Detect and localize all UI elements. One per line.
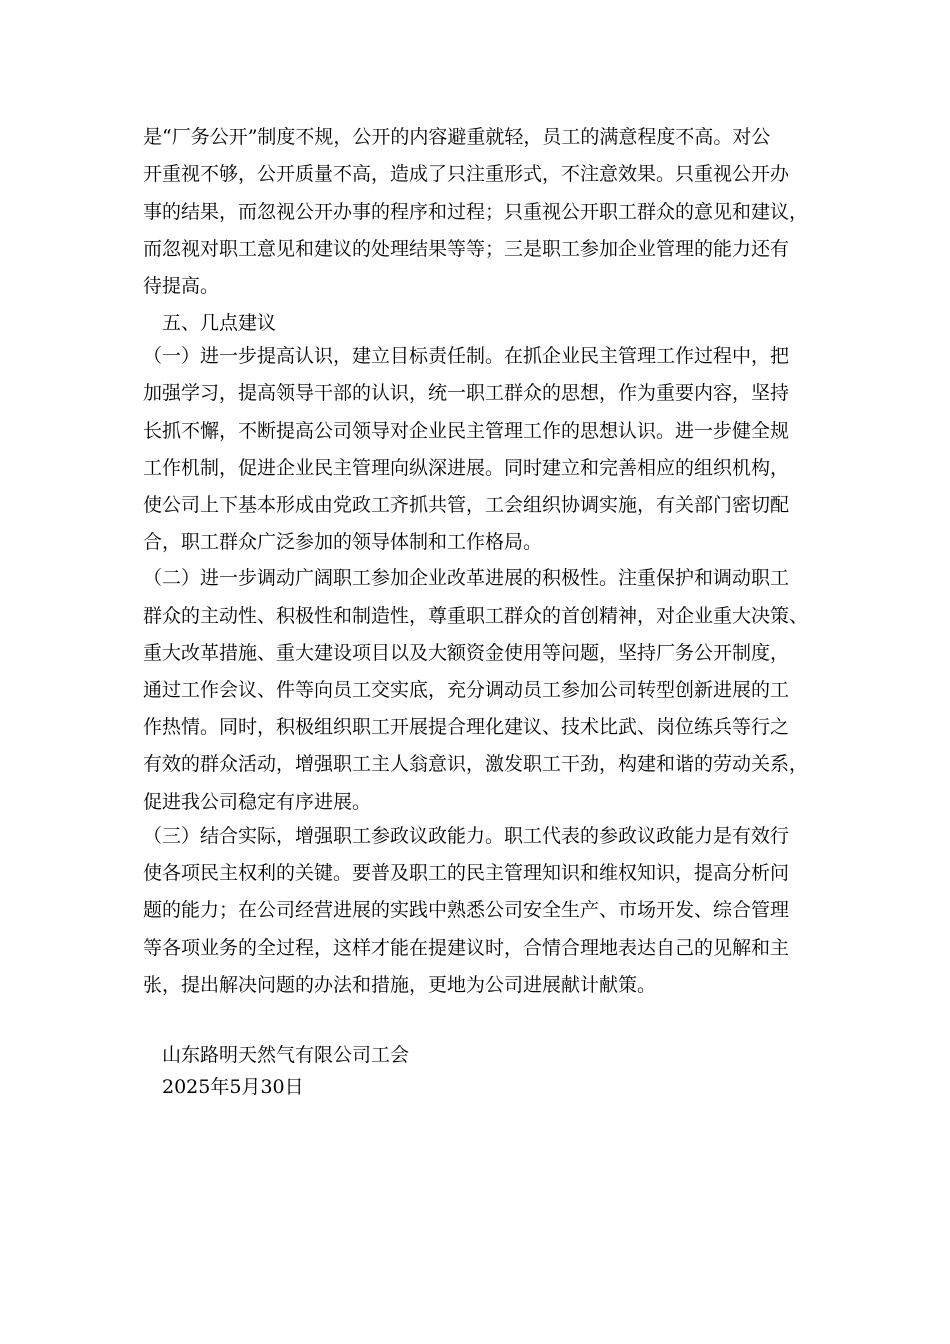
body-line: 是“厂务公开”制度不规，公开的内容避重就轻，员工的满意程度不高。对公: [143, 126, 771, 148]
body-line: 题的能力；在公司经营进展的实践中熟悉公司安全生产、市场开发、综合管理: [143, 899, 790, 921]
body-line: 加强学习，提高领导干部的认识，统一职工群众的思想，作为重要内容，坚持: [143, 382, 790, 404]
body-line: 作热情。同时，积极组织职工开展提合理化建议、技术比武、岗位练兵等行之: [143, 716, 790, 738]
body-line: 促进我公司稳定有序进展。: [143, 791, 372, 813]
body-line: （二）进一步调动广阔职工参加企业改革进展的积极性。注重保护和调动职工: [143, 567, 790, 589]
body-line: 等各项业务的全过程，这样才能在提建议时，合情合理地表达自己的见解和主: [143, 937, 790, 959]
body-line: 事的结果，而忽视公开办事的程序和过程；只重视公开职工群众的意见和建议，: [143, 201, 809, 223]
body-line: 使各项民主权利的关键。要普及职工的民主管理知识和维权知识，提高分析问: [143, 862, 790, 884]
body-line: 待提高。: [143, 275, 220, 297]
body-line: 长抓不懈，不断提高公司领导对企业民主管理工作的思想认识。进一步健全规: [143, 420, 790, 442]
section-heading: 五、几点建议: [162, 312, 277, 334]
body-line: 群众的主动性、积极性和制造性，尊重职工群众的首创精神，对企业重大决策、: [143, 605, 809, 627]
body-line: 通过工作会议、件等向员工交实底，充分调动员工参加公司转型创新进展的工: [143, 679, 790, 701]
body-line: 合，职工群众广泛参加的领导体制和工作格局。: [143, 531, 543, 553]
body-line: 工作机制，促进企业民主管理向纵深进展。同时建立和完善相应的组织机构，: [143, 457, 790, 479]
body-line: 有效的群众活动，增强职工主人翁意识，激发职工干劲，构建和谐的劳动关系，: [143, 753, 809, 775]
signature-organization: 山东路明天然气有限公司工会: [162, 1044, 410, 1066]
body-line: 张，提出解决问题的办法和措施，更地为公司进展献计献策。: [143, 974, 657, 996]
body-line: 开重视不够，公开质量不高，造成了只注重形式，不注意效果。只重视公开办: [143, 163, 790, 185]
signature-date: 2025年5月30日: [162, 1076, 304, 1098]
body-line: （三）结合实际，增强职工参政议政能力。职工代表的参政议政能力是有效行: [143, 825, 790, 847]
body-line: 重大改革措施、重大建设项目以及大额资金使用等问题，坚持厂务公开制度，: [143, 642, 790, 664]
body-line: 使公司上下基本形成由党政工齐抓共管，工会组织协调实施，有关部门密切配: [143, 494, 790, 516]
body-line: 而忽视对职工意见和建议的处理结果等等；三是职工参加企业管理的能力还有: [143, 238, 790, 260]
body-line: （一）进一步提高认识，建立目标责任制。在抓企业民主管理工作过程中，把: [143, 345, 790, 367]
